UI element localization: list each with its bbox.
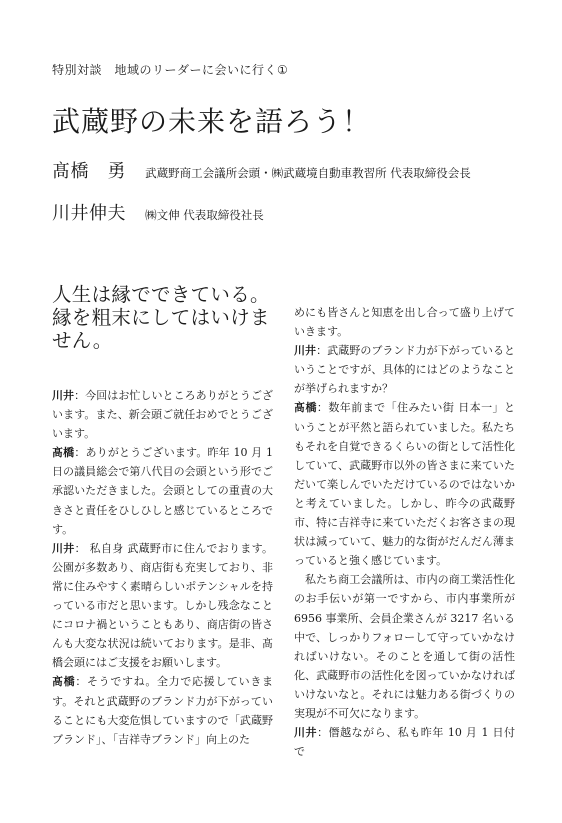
speaker-label: 川井 — [294, 344, 317, 358]
dialogue-paragraph — [294, 398, 515, 570]
dialogue-paragraph — [294, 341, 515, 398]
speaker-credit-takahashi — [52, 157, 471, 183]
dialogue-text: ：僭越ながら、私も昨年 10 月 1 日付で — [294, 726, 516, 759]
dialogue-paragraph — [52, 443, 273, 538]
dialogue-paragraph: 私たち商工会議所は、市内の商工業活性化のお手伝いが第一ですから、市内事業所が 6956 事業所、会員企業さんが 3217 名いる中で、しっかりフォローして守っていかなければいけない。そのことを通して街の活性化、武蔵野市の活性化を図っていかなければいけないなと。それには魅力ある街づくりの実現が不可欠になります。 — [294, 573, 515, 720]
right-column — [294, 303, 515, 761]
dialogue-paragraph — [294, 723, 515, 761]
dialogue-text: ： 私自身 武蔵野市に住んでおります。公園が多数あり、商店街も充実しており、非常に住みやすく素晴らしいポテンシャルを持っている市だと思います。しかし残念なことにコロナ禍ということもあり、商店街の皆さんも大変な状況は続いております。是非、髙橋会頭にはご支援をお願いします。 — [52, 541, 273, 670]
dialogue-paragraph — [52, 672, 273, 748]
speaker-label: 川井 — [294, 726, 318, 740]
left-column — [52, 283, 273, 749]
speaker-credit-kawai — [52, 199, 264, 225]
speaker-label: 川井 — [52, 389, 75, 402]
dialogue-text: ：数年前まで「住みたい街 日本一」ということが平然と語られていました。私たちもそれを自覚できるくらいの街として活性化していて、武蔵野市以外の皆さまに来ていただいて楽しんでいただけているのではないかと考えていました。しかし、昨今の武蔵野市、特に吉祥寺に来ていただくお客さまの現状は減っていて、魅力的な街がだんだん薄まっていると強く感じています。 — [294, 401, 516, 568]
speaker-label: 髙橋 — [294, 401, 317, 415]
article-title: 武蔵野の未来を語ろう！ — [52, 105, 372, 138]
speaker-name: 川井伸夫 — [52, 203, 126, 224]
speaker-role: 武蔵野商工会議所会頭・㈱武蔵境自動車教習所 代表取締役会長 — [145, 166, 471, 180]
speaker-label: 髙橋 — [52, 446, 75, 460]
lead-heading: 人生は縁でできている。縁を粗末にしてはいけません。 — [52, 283, 270, 352]
dialogue-text: ：ありがとうございます。昨年 10 月 1 日の議員総会で第八代目の会頭という形でご承認いただきました。会頭としての重責の大きさと責任をひしひしと感じているところです。 — [52, 446, 273, 536]
series-label: 特別対談 地域のリーダーに会いに行く① — [52, 63, 289, 77]
dialogue-text: ：そうですね。全力で応援していきます。それと武蔵野のブランド力が下がっていることにも大変危惧していますので「武蔵野ブランド」、「吉祥寺ブランド」向上のた — [52, 675, 274, 746]
speaker-name: 髙橋 勇 — [52, 161, 126, 182]
dialogue-paragraph — [52, 539, 273, 673]
dialogue-paragraph — [52, 386, 273, 443]
dialogue-text: ：武蔵野のブランド力が下がっているということですが、具体的にはどのようなことが挙げられますか？ — [294, 344, 516, 396]
speaker-label: 川井 — [52, 541, 75, 555]
speaker-role: ㈱文伸 代表取締役社長 — [145, 208, 264, 222]
dialogue-text: ：今回はお忙しいところありがとうございます。また、新会頭ご就任おめでとうございます。 — [52, 389, 274, 441]
speaker-label: 髙橋 — [52, 675, 76, 689]
dialogue-paragraph: めにも皆さんと知恵を出し合って盛り上げていきます。 — [294, 306, 515, 339]
